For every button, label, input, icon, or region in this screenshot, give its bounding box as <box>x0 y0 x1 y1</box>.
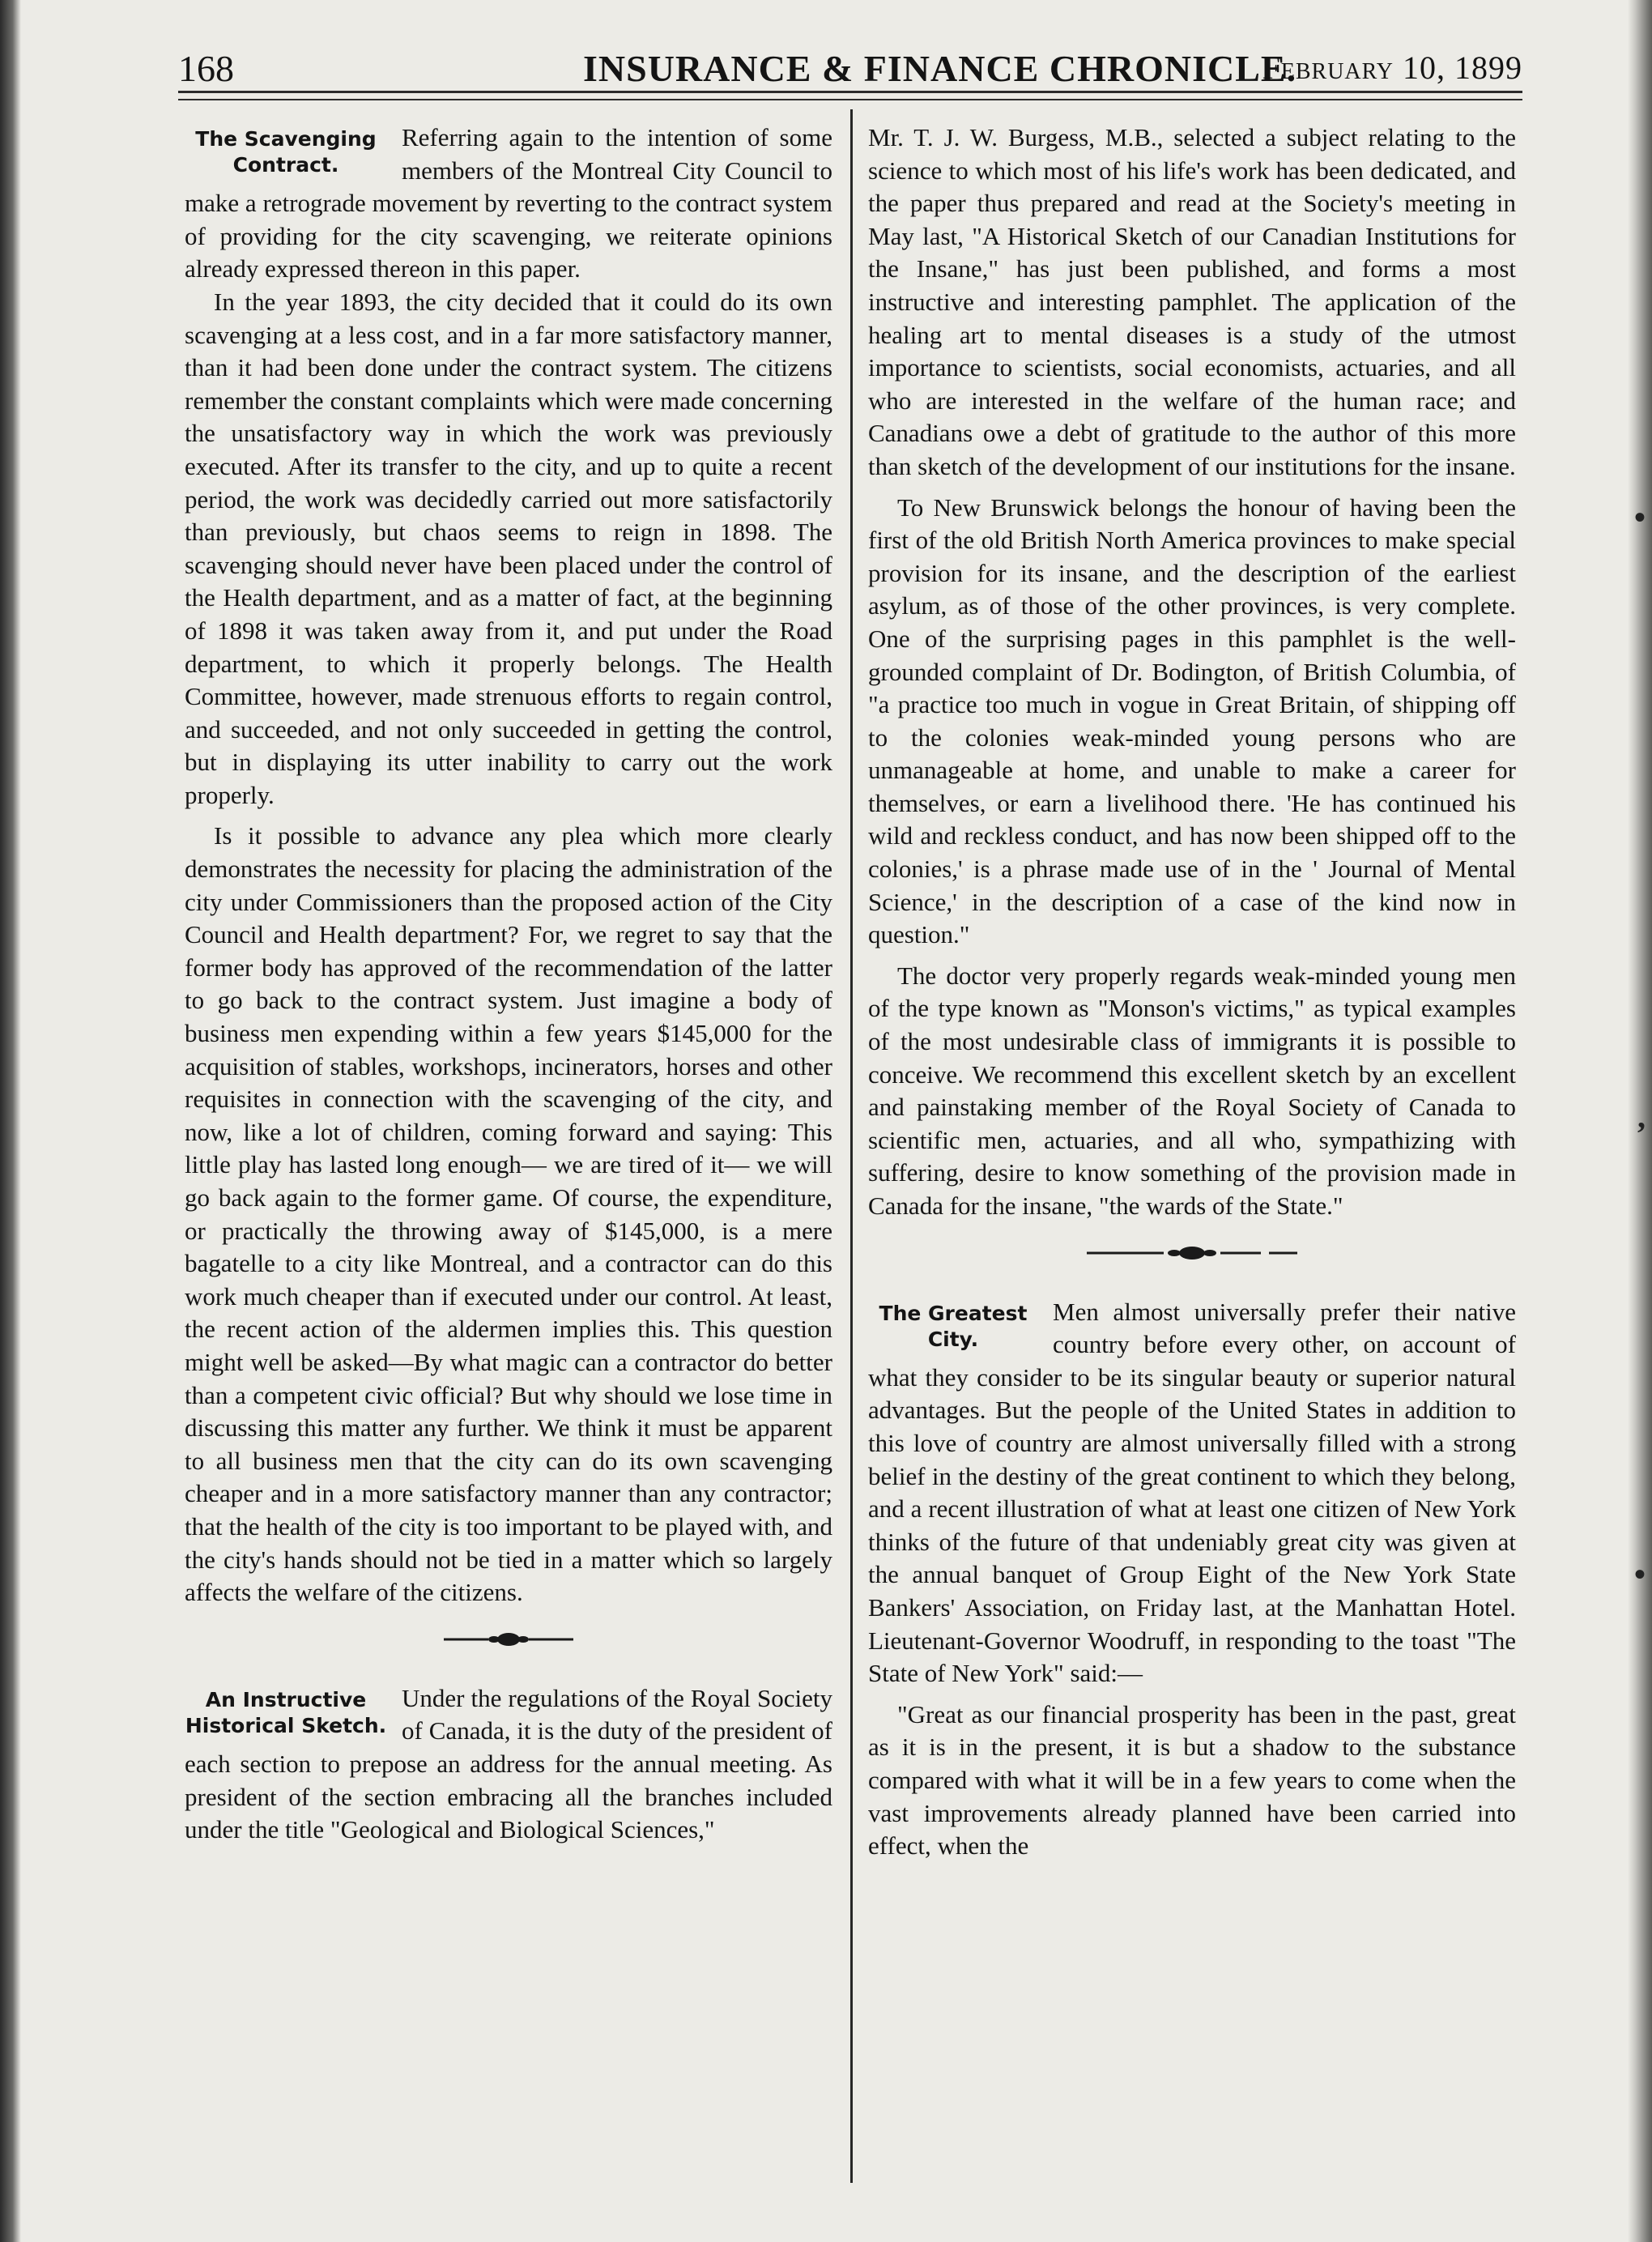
article-paragraph: Referring again to the intention of some members of the Montreal City Council to make a retrograde movement by reverting to the contract system of providing for the city scavenging, we reiterate opinions already expressed thereon in this paper. <box>185 123 832 283</box>
article-paragraph: In the year 1893, the city decided that it could do its own scavenging at a less cost, and in a far more satisfactory manner, than it had been done under the contract system. The citizens remember the constant complaints which were made concerning the unsatisfactory way in which the work was previously executed. After its transfer to the city, and up to quite a recent period, the work was decidedly carried out more satisfactorily than previously, but chaos seems to reign in 1898. The scavenging should never have been placed under the control of the Health department, and as a matter of fact, at the beginning of 1898 it was taken away from it, and put under the Road department, to which it properly belongs. The Health Committee, however, made strenuous efforts to regain control, and succeeded, and not only succeeded in getting the control, but in displaying its utter inability to carry out the work properly. <box>185 287 832 809</box>
article-side-title: The Greatest City. <box>879 1301 1028 1351</box>
article-side-title: The Scavenging Contract. <box>195 127 377 177</box>
article-side-title: An Instructive Historical Sketch. <box>185 1687 387 1737</box>
article-paragraph: To New Brunswick belongs the honour of having been the first of the old British North America provinces to make special provision for its insane, and the description of the earliest asylum, as of those of the other provinces, is very complete. One of the surprising pages in this pamphlet is the well-grounded complaint of Dr. Bodington, of British Columbia, of "a practice too much in vogue in Great Britain, of shipping off to the colonies weak-minded young persons who are unmanageable at home, and unable to make a career for themselves, or earn a livelihood there. 'He has continued his wild and reckless conduct, and has now been shipped off to the colonies,' is a phrase made use of in the ' Journal of Mental Science,' in the description of a case of the kind now in question." <box>868 492 1516 949</box>
ornament-divider-icon <box>444 1627 573 1652</box>
article-paragraph: Under the regulations of the Royal Society of Canada, it is the duty of the president of each section to prepose an address for the annual meeting. As president of the section embracing all the branches included under the title "Geological and Biological Sciences," <box>185 1683 832 1844</box>
scan-edge-left <box>0 0 21 2242</box>
issue-date: February 10, 1899 <box>1262 49 1522 86</box>
article-paragraph: "Great as our financial prosperity has been in the past, great as it is in the present, it is but a shadow to the substance compared with what it will be in a few years to come when the vast improvements already planned have been carried into effect, when the <box>868 1699 1516 1861</box>
margin-mark: • <box>1633 499 1646 535</box>
article-paragraph: Is it possible to advance any plea which more clearly demonstrates the necessity for placing the administration of the city under Commissioners than the proposed action of the City Council and Health department? For, we regret to say that the former body has approved of the recommendation of the latter to go back to the contract system. Just imagine a body of business men expending within a few years $145,000 for the acquisition of stables, workshops, incinerators, horses and other requisites in connection with the scavenging of the city, and now, like a lot of children, coming forward and saying: This little play has lasted long enough— we are tired of it— we will go back again to the former game. Of course, the expenditure, or practically the throwing away of $145,000, is a mere bagatelle to a city like Montreal, and a contractor can do this work much cheaper than if executed under our control. At least, the recent action of the aldermen implies this. This question might well be asked—By what magic can a contractor do better than a competent civic official? But why should we lose time in discussing this matter any further. We think it must be apparent to all business men that the city can do its own scavenging cheaper and in a more satisfactory manner than any contractor; that the health of the city is too important to be played with, and the city's hands should not be tied in a matter which so largely affects the welfare of the citizens. <box>185 821 832 1607</box>
margin-mark: , <box>1637 1098 1646 1135</box>
header-rule-top <box>178 91 1522 93</box>
header-rule-bottom <box>178 99 1522 100</box>
publication-title: INSURANCE & FINANCE CHRONICLE. <box>583 48 1297 89</box>
right-column <box>868 121 1516 1863</box>
margin-mark: • <box>1633 1556 1646 1592</box>
article-paragraph: Men almost universally prefer their native country before every other, on account of what they consider to be its singular beauty or superior natural advantages. But the people of the United States in addition to this love of country are almost universally filled with a strong belief in the destiny of the great continent to which they belong, and a recent illustration of what at least one citizen of New York thinks of the future of that undeniably great city was given at the annual banquet of Group Eight of the New York State Bankers' Association, on Friday last, at the Manhattan Hotel. Lieutenant-Governor Woodruff, in responding to the toast "The State of New York" said:— <box>868 1297 1516 1688</box>
left-column <box>185 121 832 1847</box>
column-divider <box>850 109 853 2183</box>
page-header <box>178 40 1522 105</box>
ornament-divider-icon <box>1087 1241 1297 1265</box>
article-paragraph: The doctor very properly regards weak-minded young men of the type known as "Monson's victims," as typical examples of the most undesirable class of immigrants it is possible to conceive. We recommend this excellent sketch by an excellent and painstaking member of the Royal Society of Canada to scientific men, actuaries, and all who, sympathizing with suffering, desire to know something of the provision made in Canada for the insane, "the wards of the State." <box>868 961 1516 1220</box>
section-ornament <box>185 1627 832 1660</box>
section-ornament <box>868 1241 1516 1273</box>
page-number: 168 <box>178 48 234 89</box>
article-paragraph: Mr. T. J. W. Burgess, M.B., selected a subject relating to the science to which most of his life's work has been dedicated, and the paper thus prepared and read at the Society's meeting in May last, "A Historical Sketch of our Canadian Institutions for the Insane," has just been published, and forms a most instructive and interesting pamphlet. The application of the healing art to mental diseases is a study of the utmost importance to scientists, social economists, actuaries, and all who are interested in the welfare of the human race; and Canadians owe a debt of gratitude to the author of this more than sketch of the development of our institutions for the insane. <box>868 123 1516 480</box>
